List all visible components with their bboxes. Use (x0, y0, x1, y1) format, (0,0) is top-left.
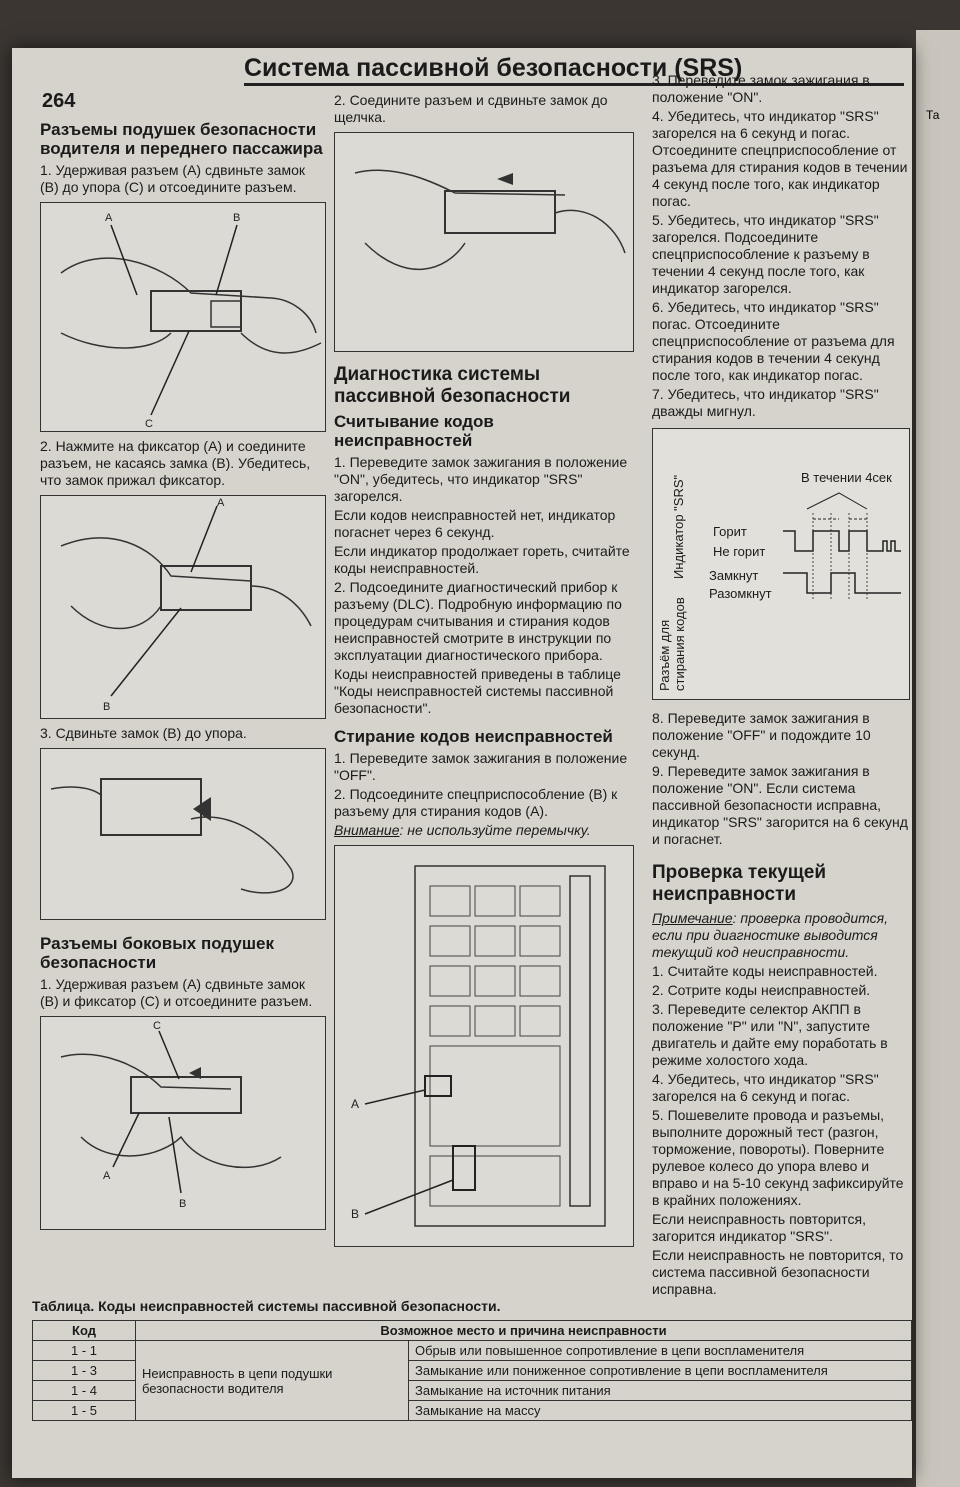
fuse-fig-label-a: A (351, 1097, 360, 1111)
note-text: : проверка проводится, если при диагностике выводится текущий код неисправности. (652, 910, 888, 960)
off-label: Не горит (713, 544, 766, 559)
indicator-axis-label: Индикатор "SRS" (671, 474, 686, 579)
next-page-stub: Та (926, 108, 940, 122)
step-text: 1. Удерживая разъем (А) сдвиньте замок (В) до упора (С) и отсоедините разъем. (40, 162, 305, 195)
warning-note (334, 822, 634, 839)
warning-text: : не используйте перемычку. (399, 822, 591, 838)
fig2-label-b: B (103, 701, 111, 713)
cause-cell: Замыкание на массу (409, 1401, 912, 1421)
section-title-front-airbags: Разъемы подушек безопасности водителя и переднего пассажира (40, 120, 323, 158)
code-cell: 1 - 3 (33, 1361, 136, 1381)
paragraph: 8. Переведите замок зажигания в положение "OFF" и подождите 10 секунд. (652, 710, 871, 760)
manual-page (12, 48, 912, 1478)
note-label: Примечание (652, 910, 733, 926)
paragraph: 7. Убедитесь, что индикатор "SRS" дважды мигнул. (652, 386, 879, 419)
section-title-current-fault: Проверка текущей неисправности (652, 862, 827, 905)
paragraph: Если неисправность повторится, загорится индикатор "SRS". (652, 1211, 866, 1244)
step-text: 2. Нажмите на фиксатор (А) и соедините разъем, не касаясь замка (В). Убедитесь, что замок прижал фиксатор. (40, 438, 311, 488)
paragraph: 1. Переведите замок зажигания в положение "OFF". (334, 750, 628, 783)
cause-cell: Замыкание на источник питания (409, 1381, 912, 1401)
section-title-side-airbags: Разъемы боковых подушек безопасности (40, 934, 274, 972)
connector-illustration (41, 749, 325, 919)
cause-cell: Обрыв или повышенное сопротивление в цепи воспламенителя (409, 1341, 912, 1361)
figure-slide-lock (40, 748, 326, 920)
warning-label: Внимание (334, 822, 400, 838)
subsection-title-erase-codes: Стирание кодов неисправностей (334, 727, 613, 746)
step-text: 1. Удерживая разъем (А) сдвиньте замок (В) и фиксатор (С) и отсоедините разъем. (40, 976, 313, 1009)
paragraph: 1. Считайте коды неисправностей. (652, 963, 878, 979)
fig1-label-a: A (105, 212, 113, 224)
table-header-row (33, 1321, 912, 1341)
paragraph: 4. Убедитесь, что индикатор "SRS" загорелся на 6 секунд и погас. (652, 1071, 879, 1104)
connector-illustration (335, 133, 633, 351)
paragraph: 5. Пошевелите провода и разъемы, выполните дорожный тест (разгон, торможение, повороты). Поверните рулевое колесо до упора влево и вправо и на 5-10 секунд зафиксируйте в крайних положениях. (652, 1107, 904, 1208)
code-cell: 1 - 1 (33, 1341, 136, 1361)
fig1-label-c: C (145, 418, 153, 430)
step-text: 3. Сдвиньте замок (В) до упора. (40, 725, 247, 741)
paragraph: 3. Переведите селектор АКПП в положение "P" или "N", запустите двигатель и дайте ему поработать в режиме холостого хода. (652, 1001, 888, 1068)
fig1-label-b: B (233, 212, 241, 224)
location-cell: Неисправность в цепи подушки безопасности водителя (136, 1341, 409, 1421)
paragraph: 1. Переведите замок зажигания в положение "ON", убедитесь, что индикатор "SRS" загорелся. (334, 454, 628, 504)
paragraph: Если неисправность не повторится, то система пассивной безопасности исправна. (652, 1247, 904, 1297)
paragraph: 5. Убедитесь, что индикатор "SRS" загорелся. Подсоедините спецприспособление к разъему в течении 4 секунд после того, как индикатор загорелся. (652, 212, 879, 296)
paragraph: 9. Переведите замок зажигания в положение "ON". Если система пассивной безопасности исправна, индикатор "SRS" загорится на 6 секунд и погаснет. (652, 763, 908, 847)
paragraph: 2. Подсоедините спецприспособление (В) к разъему для стирания кодов (А). (334, 786, 618, 819)
figure-side-connector (40, 1016, 326, 1230)
timing-waveforms (783, 483, 907, 613)
cause-cell: Замыкание или пониженное сопротивление в цепи воспламенителя (409, 1361, 912, 1381)
fig4-label-a: A (103, 1170, 111, 1182)
paragraph: Если кодов неисправностей нет, индикатор погаснет через 6 секунд. (334, 507, 616, 540)
paragraph: Коды неисправностей приведены в таблице "Коды неисправностей системы пассивной безопасности". (334, 666, 621, 716)
closed-label: Замкнут (709, 568, 759, 583)
connector-axis-label: Разъём для стирания кодов (657, 597, 687, 691)
next-page-edge (916, 30, 960, 1487)
fig4-label-b: B (179, 1198, 187, 1210)
code-cell: 1 - 4 (33, 1381, 136, 1401)
figure-connect-connector (40, 495, 326, 719)
code-cell: 1 - 5 (33, 1401, 136, 1421)
figure-connect-lock (334, 132, 634, 352)
section-title-diagnostics: Диагностика системы пассивной безопасности (334, 364, 571, 407)
column-1 (40, 116, 326, 1236)
subsection-title-read-codes: Считывание кодов неисправностей (334, 412, 494, 450)
paragraph: 3. Переведите замок зажигания в положение "ON". (652, 72, 870, 105)
open-label: Разомкнут (709, 586, 772, 601)
timing-diagram (652, 428, 910, 700)
fig4-label-c: C (153, 1020, 161, 1032)
within-4s-label: В течении 4сек (801, 470, 892, 485)
connector-illustration (41, 1017, 325, 1229)
paragraph: 2. Сотрите коды неисправностей. (652, 982, 871, 998)
column-2 (334, 92, 634, 1253)
connector-illustration (41, 203, 325, 431)
fig2-label-a: A (217, 497, 225, 509)
step-text: 2. Соедините разъем и сдвиньте замок до щелчка. (334, 92, 608, 125)
table-row (33, 1341, 912, 1361)
figure-fuse-box (334, 845, 634, 1247)
header-code: Код (33, 1321, 136, 1341)
page-number: 264 (42, 90, 76, 112)
paragraph: 6. Убедитесь, что индикатор "SRS" погас. Отсоедините спецприспособление от разъема для стирания кодов в течении 4 секунд после того, как индикатор погас. (652, 299, 895, 383)
column-3 (652, 72, 910, 1300)
note (652, 910, 910, 961)
on-label: Горит (713, 524, 747, 539)
paragraph: Если индикатор продолжает гореть, считайте коды неисправностей. (334, 543, 630, 576)
figure-disconnect-connector (40, 202, 326, 432)
page-title: Система пассивной безопасности (SRS) (244, 54, 743, 82)
fuse-box-illustration (335, 846, 633, 1246)
paragraph: 2. Подсоедините диагностический прибор к разъему (DLC). Подробную информацию по процедурам считывания и стирания кодов неисправностей смотрите в инструкции по эксплуатации диагностического прибора. (334, 579, 622, 663)
header-cause: Возможное место и причина неисправности (136, 1321, 912, 1341)
paragraph: 4. Убедитесь, что индикатор "SRS" загорелся на 6 секунд и погас. Отсоедините спецприспособление от разъема для стирания кодов в течении 4 секунд после того, как индикатор погас. (652, 108, 908, 209)
fault-codes-table (32, 1320, 912, 1421)
connector-illustration (41, 496, 325, 718)
fuse-fig-label-b: B (351, 1207, 360, 1221)
table-title: Таблица. Коды неисправностей системы пассивной безопасности. (32, 1298, 501, 1314)
